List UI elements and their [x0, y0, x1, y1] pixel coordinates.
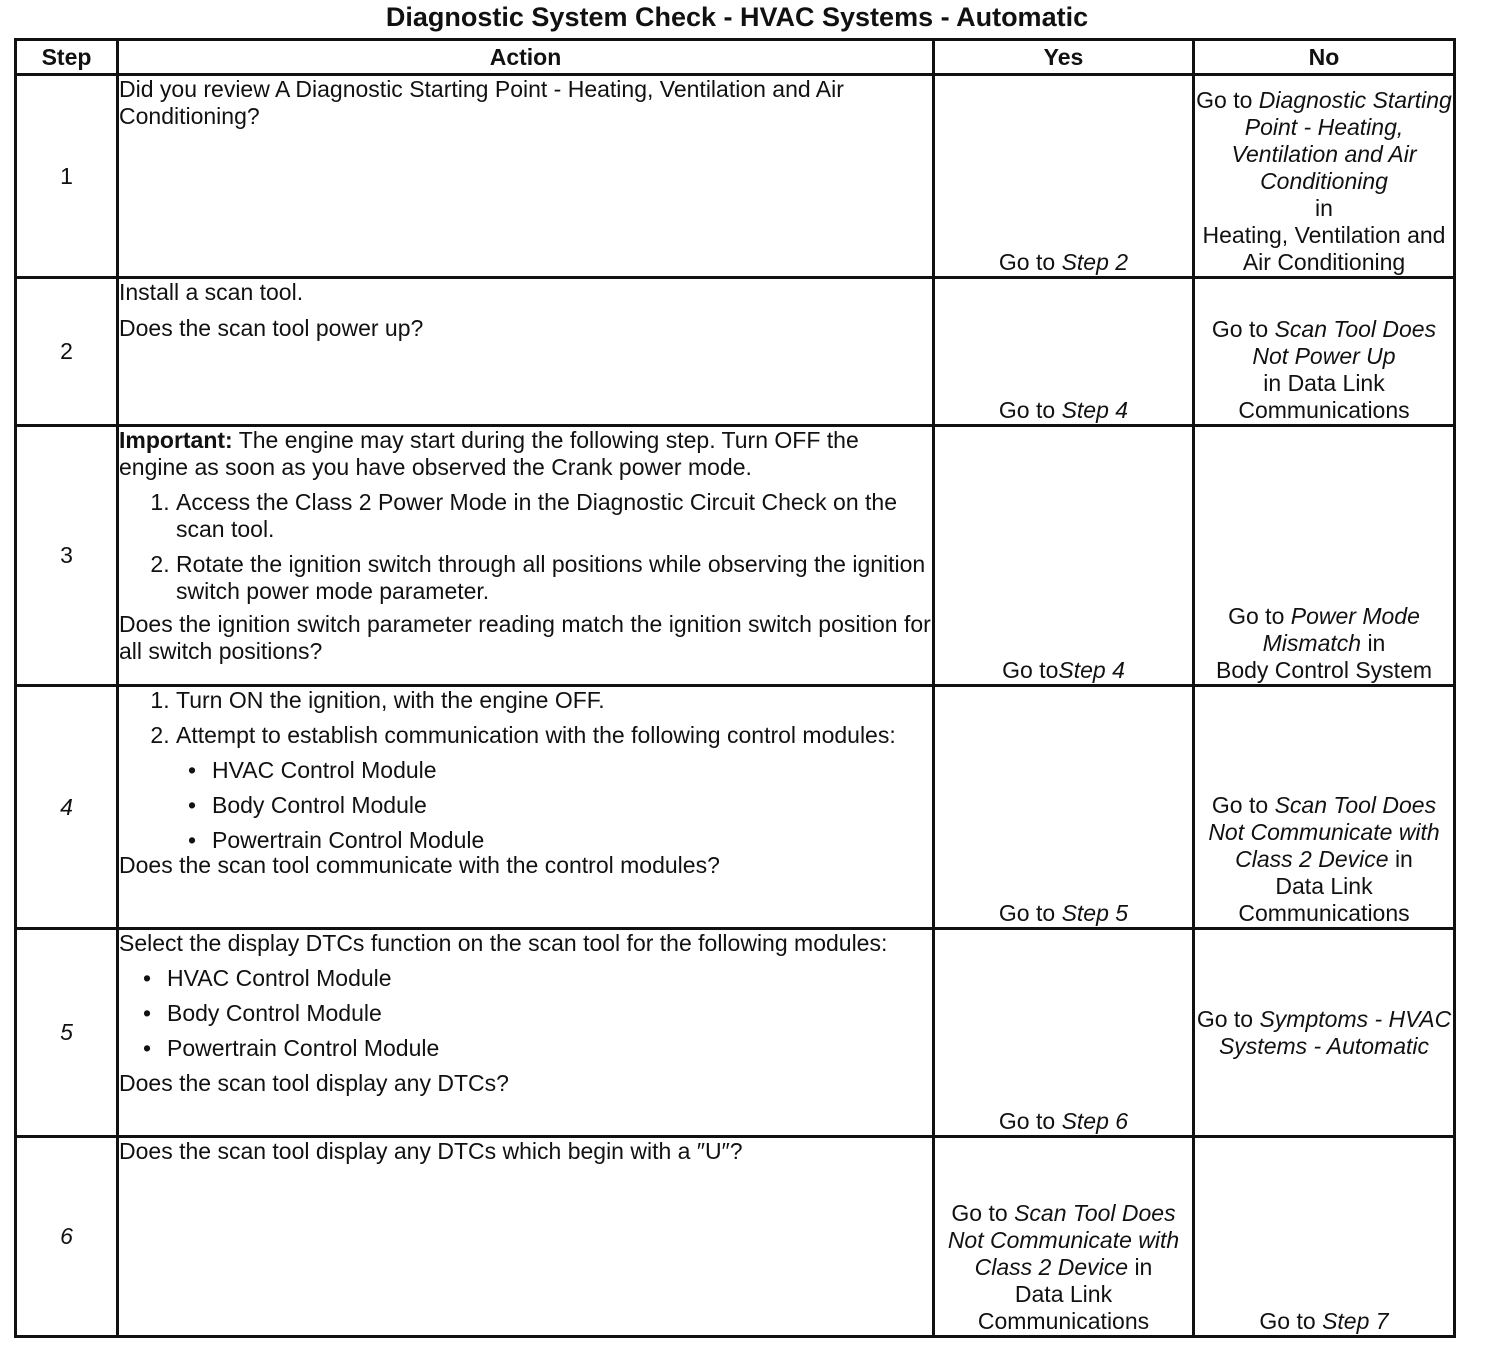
step-number: 4: [16, 686, 118, 929]
table-header-row: [16, 40, 1455, 75]
no-prefix: Go to: [1228, 603, 1291, 629]
no-cell: [1194, 75, 1455, 278]
yes-in: in: [1134, 1254, 1153, 1280]
no-section: Data Link Communications: [1238, 873, 1410, 926]
yes-cell: [934, 278, 1194, 426]
action-question: Does the scan tool display any DTCs which begin with a ″U″?: [119, 1138, 743, 1164]
no-in: in: [1315, 195, 1333, 221]
list-item-text: Attempt to establish communication with the following control modules:: [176, 722, 896, 748]
yes-section: Data Link Communications: [977, 1281, 1150, 1334]
bullet-item: • Powertrain Control Module: [212, 827, 932, 854]
no-in: in: [1263, 370, 1282, 396]
no-in: in: [1367, 630, 1386, 656]
bullet-item: • HVAC Control Module: [212, 757, 932, 784]
action-question: Does the scan tool communicate with the control modules?: [119, 852, 720, 878]
header-yes: Yes: [934, 40, 1194, 75]
no-prefix: Go to: [1211, 792, 1275, 818]
action-instruction: Select the display DTCs function on the scan tool for the following modules:: [119, 930, 888, 956]
step-number: 3: [16, 426, 118, 686]
numbered-list: [119, 687, 932, 854]
action-question: Does the ignition switch parameter reading match the ignition switch position for all switch positions?: [119, 611, 931, 664]
header-no: No: [1194, 40, 1455, 75]
no-cell: [1194, 278, 1455, 426]
action-question: Does the scan tool display any DTCs?: [119, 1070, 509, 1096]
table-row: [16, 278, 1455, 426]
yes-link[interactable]: Step 4: [1058, 657, 1125, 683]
step-number: 2: [16, 278, 118, 426]
bullet-list: [176, 757, 932, 854]
no-section: Heating, Ventilation and Air Conditioning: [1202, 222, 1446, 275]
no-cell: [1194, 686, 1455, 929]
important-label: Important:: [119, 427, 233, 453]
step-number: 1: [16, 75, 118, 278]
yes-link[interactable]: Step 5: [1061, 900, 1129, 926]
diagnostic-table: [14, 38, 1456, 1338]
yes-prefix: Go to: [951, 1200, 1015, 1226]
no-link[interactable]: Scan Tool Does Not Communicate with Class 2 Device: [1208, 792, 1440, 872]
list-item: 1. Access the Class 2 Power Mode in the Diagnostic Circuit Check on the scan tool.: [176, 489, 932, 543]
no-prefix: Go to: [1211, 316, 1275, 342]
yes-prefix: Go to: [998, 1108, 1062, 1134]
list-item: 1. Turn ON the ignition, with the engine OFF.: [176, 687, 932, 714]
bullet-item: • Body Control Module: [212, 792, 932, 819]
yes-cell: [934, 686, 1194, 929]
bullet-list: [119, 965, 932, 1062]
yes-cell: [934, 426, 1194, 686]
table-row: [16, 929, 1455, 1137]
no-cell: [1194, 426, 1455, 686]
yes-cell: [934, 929, 1194, 1137]
no-section: Body Control System: [1215, 657, 1433, 683]
no-prefix: Go to: [1196, 1005, 1260, 1032]
action-cell: [118, 426, 934, 686]
bullet-item: • HVAC Control Module: [167, 965, 932, 992]
list-item: 2. Rotate the ignition switch through all positions while observing the ignition switch power mode parameter.: [176, 551, 932, 605]
action-cell: [118, 278, 934, 426]
no-cell: [1194, 929, 1455, 1137]
no-prefix: Go to: [1259, 1308, 1323, 1334]
no-link[interactable]: Symptoms - HVAC Systems - Automatic: [1218, 1005, 1452, 1059]
header-action: Action: [118, 40, 934, 75]
no-prefix: Go to: [1196, 87, 1259, 113]
action-cell: [118, 686, 934, 929]
yes-prefix: Go to: [1002, 657, 1059, 683]
no-link[interactable]: Scan Tool Does Not Power Up: [1252, 316, 1437, 369]
yes-cell: [934, 75, 1194, 278]
action-cell: [118, 929, 934, 1137]
bullet-item: • Powertrain Control Module: [167, 1035, 932, 1062]
action-cell: [118, 1137, 934, 1337]
no-cell: [1194, 1137, 1455, 1337]
list-item: [176, 722, 932, 854]
no-section: Data Link Communications: [1238, 370, 1410, 423]
action-cell: [118, 75, 934, 278]
table-row: [16, 1137, 1455, 1337]
action-instruction: Install a scan tool.: [119, 279, 304, 305]
yes-link[interactable]: Step 6: [1061, 1108, 1129, 1134]
no-link[interactable]: Power Mode Mismatch: [1262, 603, 1420, 656]
table-row: [16, 686, 1455, 929]
important-note: [119, 427, 932, 481]
numbered-list: [119, 489, 932, 605]
yes-prefix: Go to: [998, 397, 1062, 423]
action-question: Did you review A Diagnostic Starting Point - Heating, Ventilation and Air Conditioning?: [119, 76, 844, 129]
step-number: 6: [16, 1137, 118, 1337]
yes-prefix: Go to: [998, 900, 1062, 926]
no-in: in: [1394, 846, 1413, 872]
yes-link[interactable]: Step 4: [1061, 397, 1129, 423]
bullet-item: • Body Control Module: [167, 1000, 932, 1027]
no-link[interactable]: Step 7: [1322, 1308, 1389, 1334]
yes-prefix: Go to: [998, 249, 1062, 275]
action-question: Does the scan tool power up?: [119, 315, 424, 341]
page-title: Diagnostic System Check - HVAC Systems - Automatic: [385, 2, 1089, 32]
step-number: 5: [16, 929, 118, 1137]
important-text: The engine may start during the following step. Turn OFF the engine as soon as you have observed the Crank power mode.: [119, 427, 859, 480]
header-step: Step: [16, 40, 118, 75]
yes-cell: [934, 1137, 1194, 1337]
yes-link[interactable]: Step 2: [1061, 249, 1129, 275]
yes-link[interactable]: Scan Tool Does Not Communicate with Class 2 Device: [947, 1200, 1180, 1280]
table-row: [16, 75, 1455, 278]
table-row: [16, 426, 1455, 686]
no-link[interactable]: Diagnostic Starting Point - Heating, Ventilation and Air Conditioning: [1231, 87, 1452, 194]
